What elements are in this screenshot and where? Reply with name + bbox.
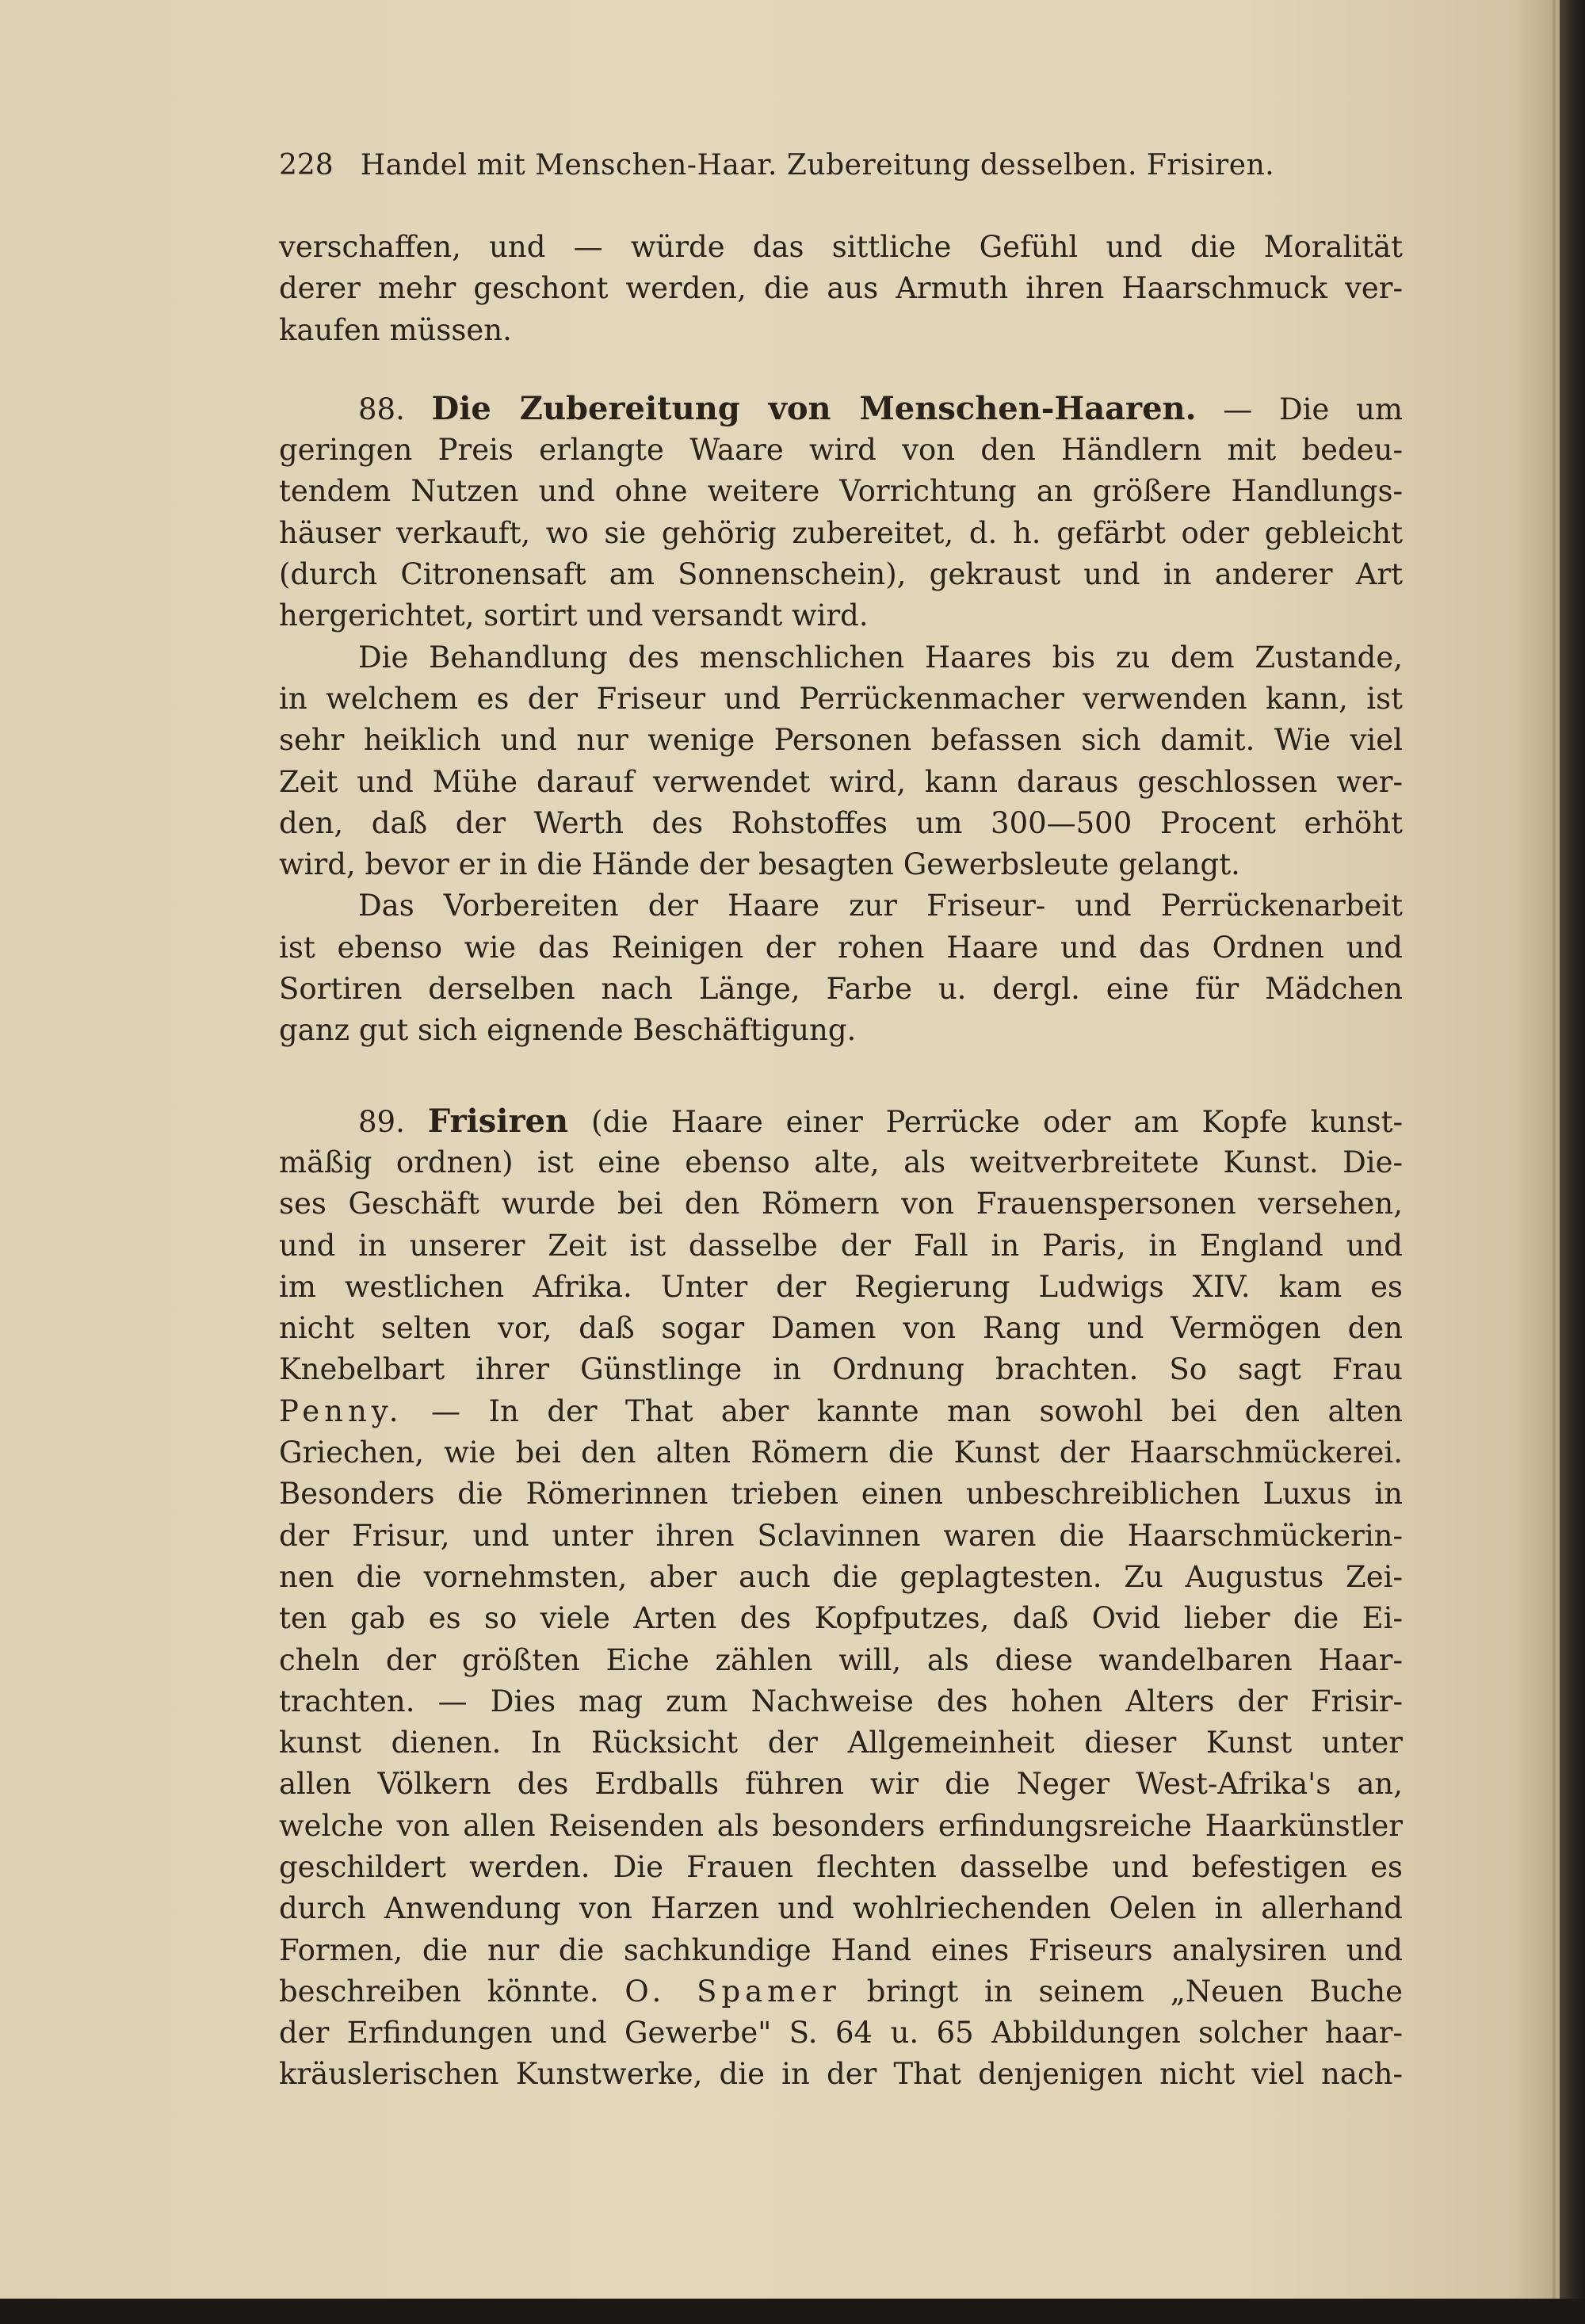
text-line: Formen, die nur die sachkundige Hand eines Friseurs analysiren und <box>279 1932 1403 1967</box>
text-fragment: bringt in seinem „Neuen Buche <box>866 1974 1403 2009</box>
text-line <box>279 1391 1403 1432</box>
text-line: nen die vornehmsten, aber auch die geplagtesten. Zu Augustus Zei- <box>279 1559 1403 1594</box>
text-fragment: beschreiben könnte. <box>279 1974 599 2009</box>
text-line: und in unserer Zeit ist dasselbe der Fall in Paris, in England und <box>279 1228 1403 1263</box>
text-line: geringen Preis erlangte Waare wird von den Händlern mit bedeu- <box>279 433 1403 468</box>
text-line: der Frisur, und unter ihren Sclavinnen waren die Haarschmückerin- <box>279 1518 1403 1553</box>
text-line: ist ebenso wie das Reinigen der rohen Haare und das Ordnen und <box>279 930 1403 965</box>
person-name-spamer: O. Spamer <box>624 1974 841 2009</box>
section-gap <box>279 351 1403 388</box>
page-number: 228 <box>279 149 334 182</box>
text-line <box>279 1971 1403 2012</box>
section-88-first-line-rest: — Die um <box>1223 392 1403 426</box>
text-line: sehr heiklich und nur wenige Personen befassen sich damit. Wie viel <box>279 723 1403 758</box>
text-line: kunst dienen. In Rücksicht der Allgemeinheit dieser Kunst unter <box>279 1726 1403 1760</box>
book-edge <box>1560 0 1585 2324</box>
section-88 <box>279 388 1403 637</box>
paragraph-intro <box>279 227 1403 351</box>
text-line: der Erfindungen und Gewerbe" S. 64 u. 65 Abbildungen solcher haar- <box>279 2016 1403 2051</box>
text-line: ganz gut sich eignende Beschäftigung. <box>279 1013 857 1048</box>
paragraph-preparation <box>279 885 1403 1051</box>
section-89-title: Frisiren <box>427 1102 569 1140</box>
text-line: cheln der größten Eiche zählen will, als diese wandelbaren Haar- <box>279 1642 1403 1677</box>
text-line: ten gab es so viele Arten des Kopfputzes, daß Ovid lieber die Ei- <box>279 1601 1403 1636</box>
text-line: allen Völkern des Erdballs führen wir die Neger West-Afrika's an, <box>279 1767 1403 1802</box>
text-line: Besonders die Römerinnen trieben einen unbeschreiblichen Luxus in <box>279 1477 1403 1512</box>
running-title: Handel mit Menschen-Haar. Zubereitung desselben. Frisiren. <box>360 149 1275 182</box>
text-line: verschaffen, und — würde das sittliche Gefühl und die Moralität <box>279 230 1403 264</box>
text-line: kräuslerischen Kunstwerke, die in der That denjenigen nicht viel nach- <box>279 2057 1403 2092</box>
text-line: Die Behandlung des menschlichen Haares bis zu dem Zustande, <box>358 640 1403 675</box>
page-body <box>279 227 1403 2096</box>
text-line: wird, bevor er in die Hände der besagten Gewerbsleute gelangt. <box>279 847 1240 882</box>
text-line: Knebelbart ihrer Günstlinge in Ordnung brachten. So sagt Frau <box>279 1352 1403 1387</box>
page-fold <box>1552 0 1556 2299</box>
scan-border <box>0 2299 1585 2324</box>
text-line: Sortiren derselben nach Länge, Farbe u. dergl. eine für Mädchen <box>279 972 1403 1007</box>
section-89-first-line <box>279 1101 1403 1142</box>
section-88-first-line <box>279 388 1403 430</box>
section-89-number: 89. <box>358 1104 405 1139</box>
text-line: tendem Nutzen und ohne weitere Vorrichtung an größere Handlungs- <box>279 474 1403 509</box>
text-line: (durch Citronensaft am Sonnenschein), gekraust und in anderer Art <box>279 557 1403 592</box>
text-line: trachten. — Dies mag zum Nachweise des hohen Alters der Frisir- <box>279 1684 1403 1718</box>
text-fragment: — In der That aber kannte man sowohl bei den alten <box>431 1393 1404 1428</box>
text-line: den, daß der Werth des Rohstoffes um 300—500 Procent erhöht <box>279 805 1403 840</box>
text-line: Das Vorbereiten der Haare zur Friseur- und Perrückenarbeit <box>358 889 1403 923</box>
text-line: geschildert werden. Die Frauen flechten dasselbe und befestigen es <box>279 1849 1403 1884</box>
section-gap <box>279 1052 1403 1101</box>
text-line: Griechen, wie bei den alten Römern die Kunst der Haarschmückerei. <box>279 1435 1403 1470</box>
section-89 <box>279 1101 1403 2096</box>
text-line: derer mehr geschont werden, die aus Armuth ihren Haarschmuck ver- <box>279 271 1403 306</box>
person-name-penny: Penny. <box>279 1393 403 1428</box>
text-line: ses Geschäft wurde bei den Römern von Frauenspersonen versehen, <box>279 1187 1403 1221</box>
section-88-number: 88. <box>358 392 405 426</box>
text-line: mäßig ordnen) ist eine ebenso alte, als weitverbreitete Kunst. Die- <box>279 1145 1403 1179</box>
text-line: hergerichtet, sortirt und versandt wird. <box>279 598 869 633</box>
text-line: in welchem es der Friseur und Perrückenmacher verwenden kann, ist <box>279 681 1403 716</box>
text-line: im westlichen Afrika. Unter der Regierung Ludwigs XIV. kam es <box>279 1269 1403 1304</box>
section-89-first-line-rest: (die Haare einer Perrücke oder am Kopfe kunst- <box>590 1104 1404 1139</box>
text-line: welche von allen Reisenden als besonders erfindungsreiche Haarkünstler <box>279 1808 1403 1843</box>
text-line: kaufen müssen. <box>279 312 512 347</box>
paragraph-treatment <box>279 637 1403 886</box>
section-88-title: Die Zubereitung von Menschen-Haaren. <box>431 389 1197 427</box>
text-line: häuser verkauft, wo sie gehörig zubereitet, d. h. gefärbt oder gebleicht <box>279 515 1403 550</box>
running-header <box>279 149 1403 189</box>
text-line: nicht selten vor, daß sogar Damen von Rang und Vermögen den <box>279 1311 1403 1346</box>
text-line: durch Anwendung von Harzen und wohlriechenden Oelen in allerhand <box>279 1891 1403 1926</box>
text-line: Zeit und Mühe darauf verwendet wird, kann daraus geschlossen wer- <box>279 764 1403 799</box>
